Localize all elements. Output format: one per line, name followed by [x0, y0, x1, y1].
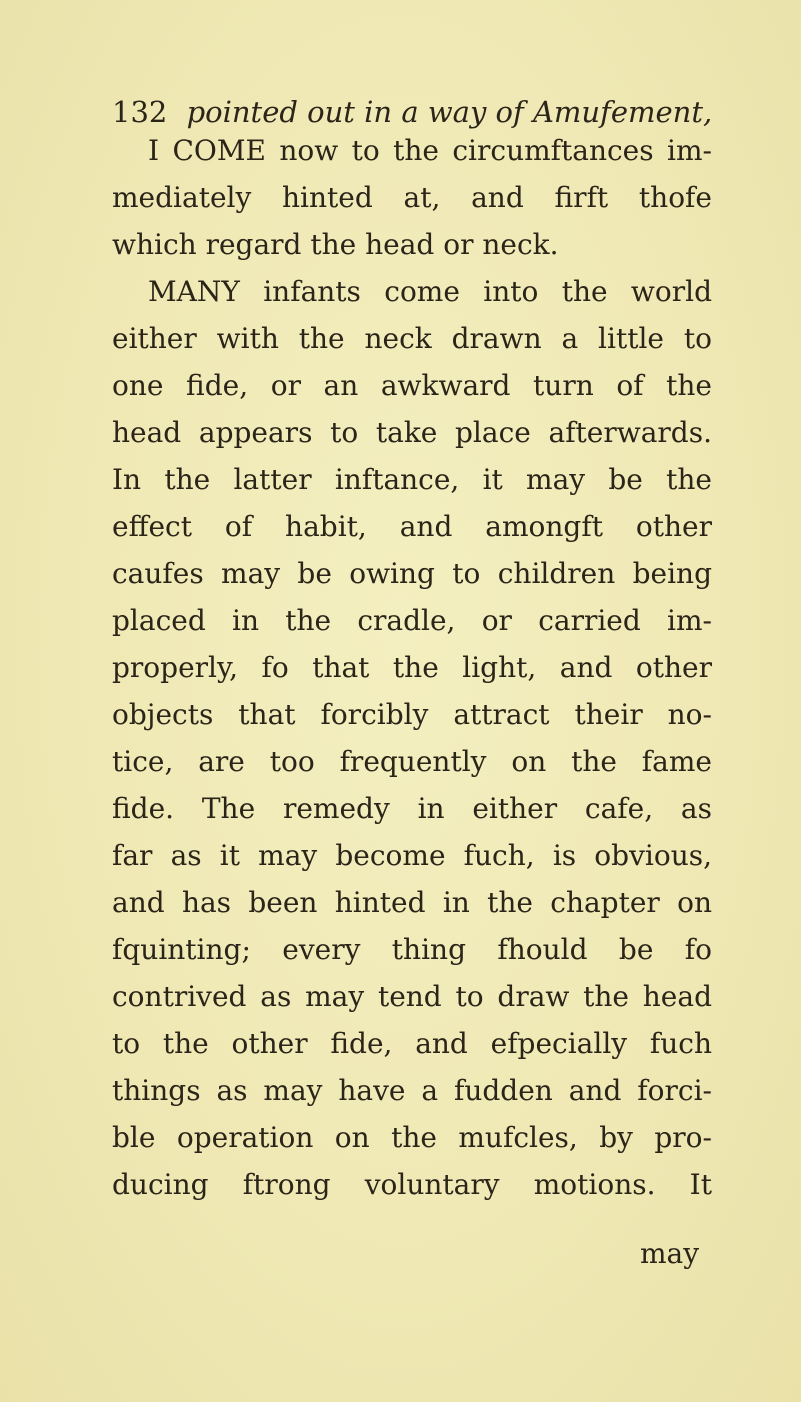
- running-title: pointed out in a way of Amufement,: [186, 95, 713, 129]
- text-line: fquinting; every thing fhould be fo: [112, 933, 712, 966]
- text-line: objects that forcibly attract their no-: [112, 698, 712, 731]
- page-number: 132: [112, 95, 168, 129]
- text-line: one fide, or an awkward turn of the: [112, 369, 712, 402]
- text-line: I COME now to the circumftances im-: [148, 134, 712, 167]
- text-line: either with the neck drawn a little to: [112, 322, 712, 355]
- text-line: properly, fo that the light, and other: [112, 651, 712, 684]
- text-line: and has been hinted in the chapter on: [112, 886, 712, 919]
- text-line: fide. The remedy in either cafe, as: [112, 792, 712, 825]
- text-line: ducing ftrong voluntary motions. It: [112, 1168, 712, 1201]
- text-line: contrived as may tend to draw the head: [112, 980, 712, 1013]
- text-line: tice, are too frequently on the fame: [112, 745, 712, 778]
- text-line: In the latter inftance, it may be the: [112, 463, 712, 496]
- running-head: [112, 92, 712, 132]
- text-line: things as may have a fudden and forci-: [112, 1074, 712, 1107]
- text-line: effect of habit, and amongft other: [112, 510, 712, 543]
- catchword: may: [640, 1237, 700, 1270]
- text-line: to the other fide, and efpecially fuch: [112, 1027, 712, 1060]
- text-line: which regard the head or neck.: [112, 228, 559, 261]
- body-text: [112, 127, 712, 1208]
- text-line: placed in the cradle, or carried im-: [112, 604, 712, 637]
- text-line: head appears to take place afterwards.: [112, 416, 712, 449]
- text-line: caufes may be owing to children being: [112, 557, 712, 590]
- text-line: ble operation on the mufcles, by pro-: [112, 1121, 712, 1154]
- text-line: far as it may become fuch, is obvious,: [112, 839, 712, 872]
- text-line: MANY infants come into the world: [148, 275, 712, 308]
- text-line: mediately hinted at, and firft thofe: [112, 181, 712, 214]
